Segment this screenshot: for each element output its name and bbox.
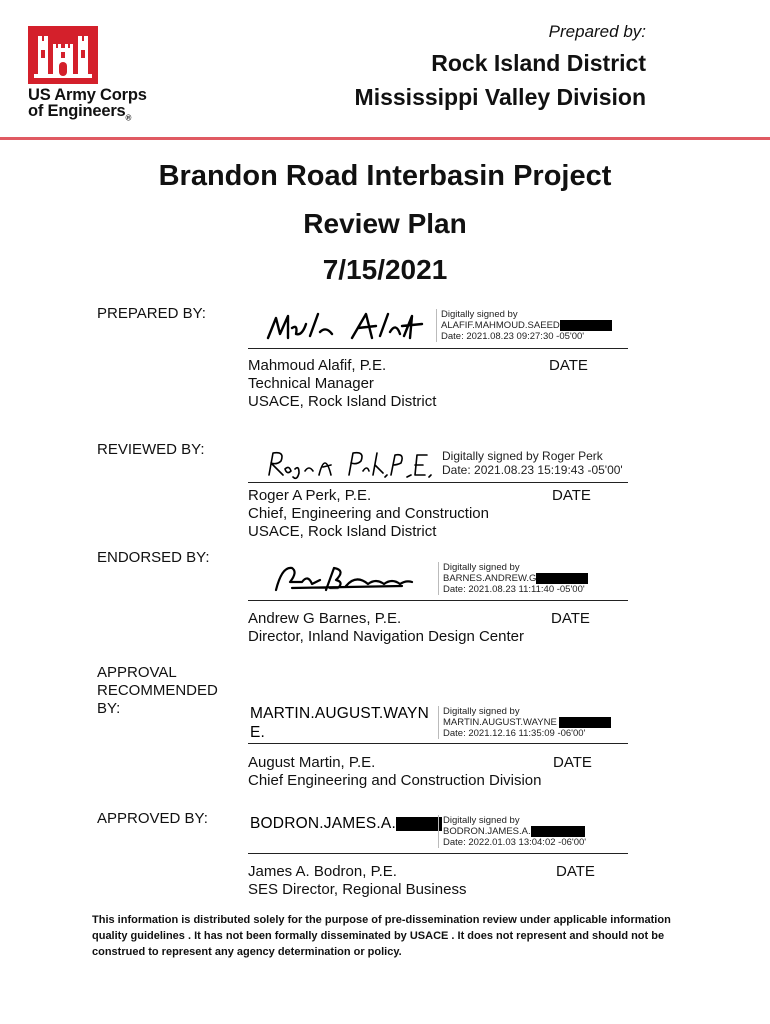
signature-line <box>248 348 628 349</box>
redaction-box <box>559 717 611 728</box>
typed-line: BODRON.JAMES.A. <box>250 815 396 832</box>
signature-line <box>248 743 628 744</box>
dsig-line: Digitally signed by <box>441 309 518 320</box>
redaction-box <box>536 573 588 584</box>
signer-title: Chief, Engineering and Construction <box>248 505 489 522</box>
signature-line <box>248 853 628 854</box>
signature-line <box>248 482 628 483</box>
dsig-line: Date: 2021.08.23 09:27:30 -05'00' <box>441 331 585 343</box>
date-label: DATE <box>553 754 592 771</box>
dsig-line: Date: 2021.08.23 11:11:40 -05'00' <box>443 584 585 596</box>
signer-name: Mahmoud Alafif, P.E. <box>248 357 387 374</box>
prepared-by-label: PREPARED BY: <box>97 305 206 322</box>
logo-line-1: US Army Corps <box>28 86 147 104</box>
dsig-line: Date: 2021.12.16 11:35:09 -06'00' <box>443 728 586 740</box>
typed-line: E. <box>250 724 266 741</box>
reviewed-by-label: REVIEWED BY: <box>97 441 205 458</box>
dsig-line: Digitally signed by <box>443 815 520 826</box>
signer-name: Andrew G Barnes, P.E. <box>248 610 402 627</box>
label-line: RECOMMENDED <box>97 682 218 699</box>
dsig-line: ALAFIF.MAHMOUD.SAEED <box>441 320 560 332</box>
document-date: 7/15/2021 <box>322 254 448 285</box>
division-name: Mississippi Valley Division <box>354 84 646 110</box>
signer-title: SES Director, Regional Business <box>248 881 467 898</box>
approval-recommended-digital-signature <box>438 706 611 739</box>
date-label: DATE <box>551 610 590 627</box>
prepared-signer <box>248 357 436 411</box>
label-line: BY: <box>97 700 121 717</box>
dissemination-disclaimer <box>92 912 692 960</box>
logo-trademark: ® <box>125 113 132 123</box>
date-label: DATE <box>552 487 591 504</box>
alafif-handwritten-signature <box>262 306 432 346</box>
redaction-box <box>396 817 442 831</box>
endorsed-by-label: ENDORSED BY: <box>97 549 210 566</box>
signer-name: James A. Bodron, P.E. <box>248 863 397 880</box>
approval-recommended-signer <box>248 754 542 790</box>
signer-title: Chief Engineering and Construction Division <box>248 772 542 789</box>
disclaimer-line: This information is distributed solely for the purpose of pre-dissemination review under applicable information <box>92 914 671 926</box>
redaction-box <box>531 826 585 837</box>
approved-by-label: APPROVED BY: <box>97 810 208 827</box>
date-label: DATE <box>549 357 588 374</box>
bodron-typed-signature <box>250 814 442 833</box>
dsig-line: BARNES.ANDREW.G <box>443 573 537 585</box>
disclaimer-line: quality guidelines . It has not been formally disseminated by USACE . It does not represent and should not be <box>92 930 665 942</box>
approved-digital-signature <box>438 815 586 848</box>
dsig-line: Date: 2022.01.03 13:04:02 -06'00' <box>443 837 587 849</box>
endorsed-digital-signature <box>438 562 588 595</box>
endorsed-signer <box>248 610 524 646</box>
signer-title: Technical Manager <box>248 375 374 392</box>
perk-handwritten-signature <box>265 447 435 481</box>
usace-wordmark <box>28 87 147 126</box>
reviewed-signer <box>248 487 489 541</box>
signer-name: August Martin, P.E. <box>248 754 376 771</box>
prepared-digital-signature <box>436 309 612 342</box>
typed-line: MARTIN.AUGUST.WAYN <box>250 705 429 722</box>
date-label: DATE <box>556 863 595 880</box>
barnes-handwritten-signature <box>272 560 417 596</box>
district-name: Rock Island District <box>431 50 646 76</box>
signature-line <box>248 600 628 601</box>
reviewed-digital-signature <box>442 449 623 477</box>
signer-org: USACE, Rock Island District <box>248 523 437 540</box>
dsig-line: Digitally signed by <box>443 706 520 717</box>
approved-signer <box>248 863 466 899</box>
project-title: Brandon Road Interbasin Project <box>158 160 612 192</box>
signer-org: USACE, Rock Island District <box>248 393 437 410</box>
document-title: Review Plan <box>303 208 467 239</box>
header-divider <box>0 137 770 140</box>
signer-name: Roger A Perk, P.E. <box>248 487 372 504</box>
redaction-box <box>560 320 612 331</box>
approval-recommended-label <box>97 664 218 718</box>
martin-typed-signature <box>250 704 429 742</box>
signer-title: Director, Inland Navigation Design Center <box>248 628 524 645</box>
dsig-line: Date: 2021.08.23 15:19:43 -05'00' <box>442 463 623 477</box>
usace-castle-logo <box>28 26 98 84</box>
prepared-by-header: Prepared by: <box>548 22 646 41</box>
dsig-line: Digitally signed by Roger Perk <box>442 449 603 463</box>
dsig-line: Digitally signed by <box>443 562 520 573</box>
disclaimer-line: construed to represent any agency determination or policy. <box>92 946 402 958</box>
dsig-line: MARTIN.AUGUST.WAYNE <box>443 717 557 729</box>
dsig-line: BODRON.JAMES.A. <box>443 826 531 838</box>
label-line: APPROVAL <box>97 664 177 681</box>
logo-line-2: of Engineers <box>28 102 126 120</box>
castle-icon <box>28 26 98 84</box>
